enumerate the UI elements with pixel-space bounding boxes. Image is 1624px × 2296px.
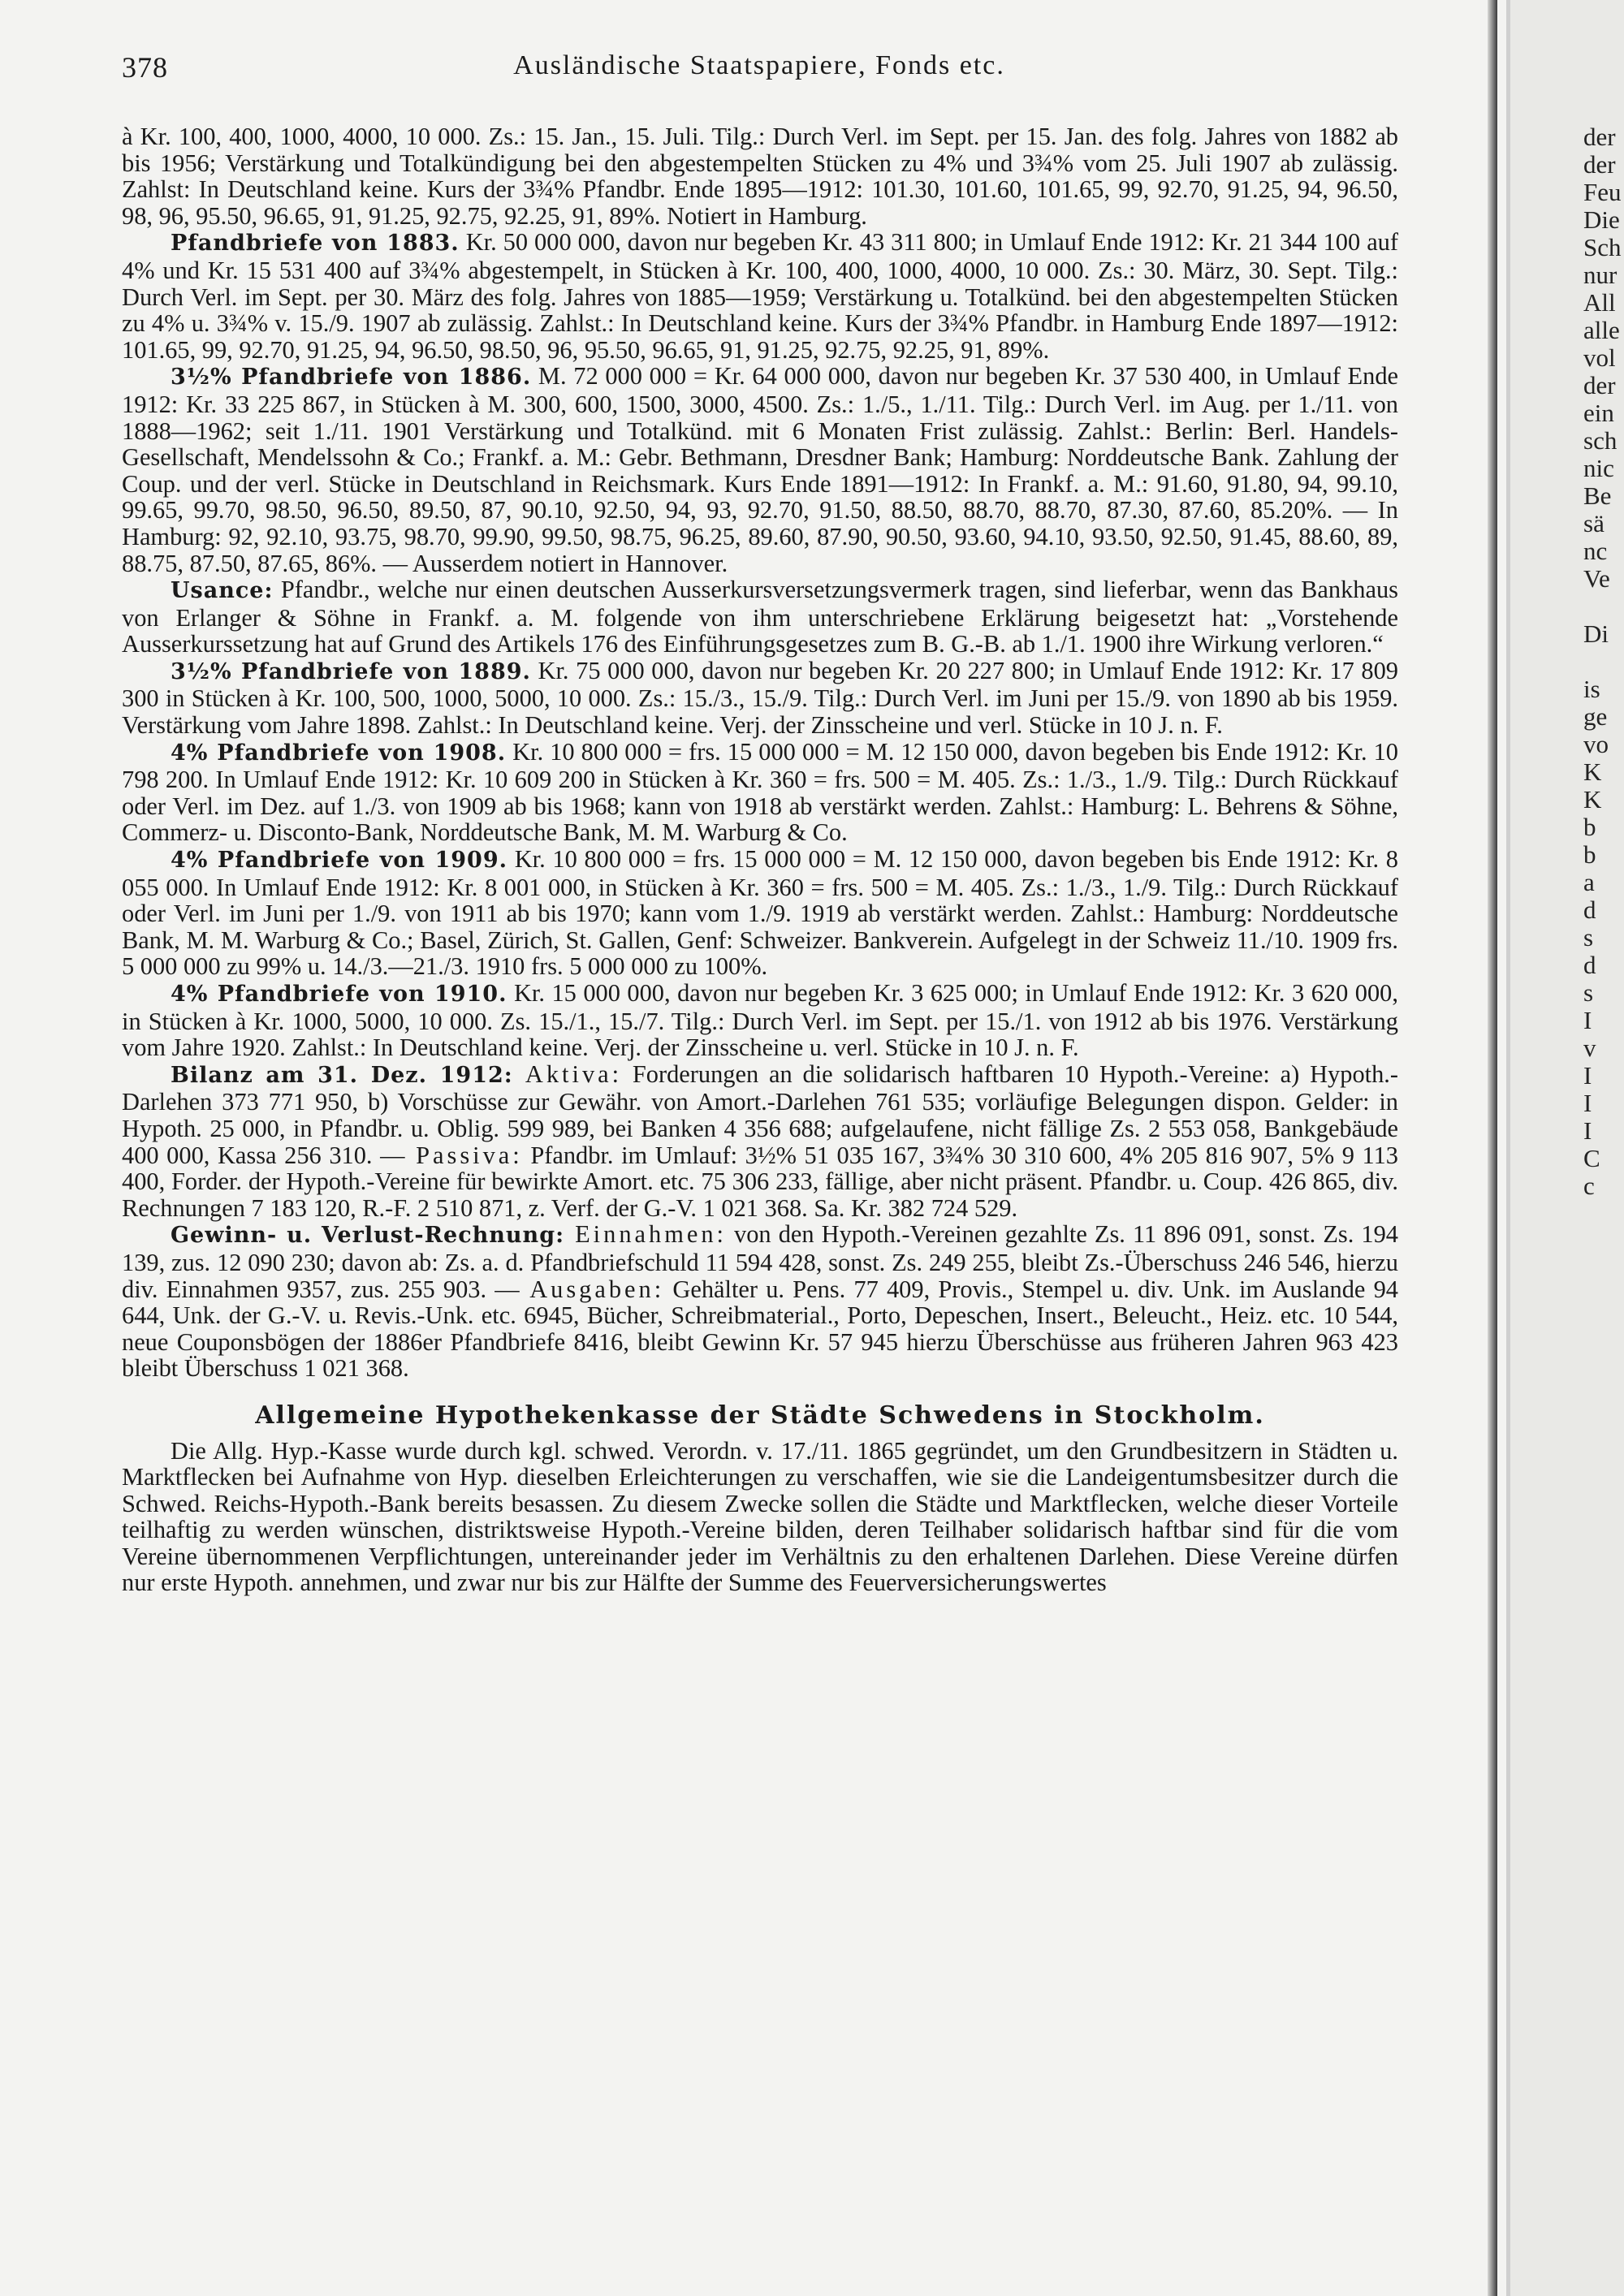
next-page-fragment: All [1583, 288, 1616, 317]
spaced-label: Ausgaben: [519, 1275, 665, 1303]
next-page-fragment: d [1583, 951, 1596, 979]
next-page-fragment: nic [1583, 454, 1614, 482]
entry-heading: Pfandbriefe von 1883. [171, 231, 460, 257]
paragraph-text: Kr. 75 000 000, davon nur begeben Kr. 20 227 800; in Umlauf Ende 1912: Kr. 17 809 300 in Stücken à Kr. 100, 500, 1000, 5000, 10 000. Zs.: 15./3., 15./9. Tilg.: Durch Verl. im Juni per 15./9. von 1890 ab bis 1959. Verstärkung vom Jahre 1898. Zahlst.: In Deutschland keine. Verj. der Zinsscheine und verl. Stücke in 10 J. n. F. [122, 656, 1398, 740]
next-page-fragment: b [1583, 813, 1596, 841]
entry-heading: 3½% Pfandbriefe von 1886. [171, 365, 532, 391]
paragraph [122, 739, 1398, 846]
paragraph-text: Kr. 10 800 000 = frs. 15 000 000 = M. 12 150 000, davon begeben bis Ende 1912: Kr. 10 798 200. In Umlauf Ende 1912: Kr. 10 609 200 in Stücken à Kr. 360 = frs. 500 = M. 405. Zs.: 1./3., 1./9. Tilg.: Durch Rückkauf oder Verl. im Dez. auf 1./3. von 1909 ab bis 1968; kann von 1918 ab verstärkt werden. Zahlst.: Hamburg: L. Behrens & Söhne, Commerz- u. Disconto-Bank, Norddeutsche Bank, M. M. Warburg & Co. [122, 737, 1398, 847]
paragraph-text: M. 72 000 000 = Kr. 64 000 000, davon nur begeben Kr. 37 530 400, in Umlauf Ende 1912: Kr. 33 225 867, in Stücken à M. 300, 600, 1500, 3000, 4500. Zs.: 1./5., 1./11. Tilg.: Durch Verl. im Aug. per 1./11. von 1888—1962; seit 1./11. 1901 Verstärkung und Totalkünd. mit 6 Monaten Frist zulässig. Zahlst.: Berlin: Berl. Handels-Gesellschaft, Mendelssohn & Co.; Frankf. a. M.: Gebr. Bethmann, Dresdner Bank; Hamburg: Norddeutsche Bank. Zahlung der Coup. und der verl. Stücke in Deutschland in Reichsmark. Kurs Ende 1891—1912: In Frankf. a. M.: 91.60, 91.80, 94, 99.10, 99.65, 99.70, 98.50, 96.50, 89.50, 87, 90.10, 92.50, 94, 93, 92.70, 91.50, 88.50, 88.70, 88.70, 87.30, 87.60, 85.20%. — In Hamburg: 92, 92.10, 93.75, 98.70, 99.90, 99.50, 98.75, 96.25, 89.60, 87.90, 90.50, 93.60, 94.10, 93.50, 92.50, 91.45, 88.60, 89, 88.75, 87.50, 87.65, 86%. — Ausserdem notiert in Hannover. [122, 362, 1399, 577]
next-page-fragment: C [1583, 1144, 1600, 1172]
paragraph-text: Kr. 50 000 000, davon nur begeben Kr. 43 311 800; in Umlauf Ende 1912: Kr. 21 344 100 auf 4% und Kr. 15 531 400 auf 3¾% abgestempelt, in Stücken à Kr. 100, 400, 1000, 4000, 10 000. Zs.: 30. März, 30. Sept. Tilg.: Durch Verl. im Sept. per 30. März des folg. Jahres von 1885—1959; Verstärkung u. Totalkünd. bei den abgestempelten Stücken zu 4% u. 3¾% v. 15./9. 1907 ab zulässig. Zahlst.: In Deutschland keine. Kurs der 3¾% Pfandbr. in Hamburg Ende 1897—1912: 101.65, 99, 92.70, 91.25, 94, 96.50, 98.50, 96, 95.50, 96.65, 91, 91.25, 92.75, 92.25, 91, 89%. [122, 228, 1398, 364]
next-page-fragment: I [1583, 1061, 1592, 1090]
paragraph-text: à Kr. 100, 400, 1000, 4000, 10 000. Zs.: 15. Jan., 15. Juli. Tilg.: Durch Verl. im Sept. per 15. Jan. des folg. Jahres von 1882 ab bis 1956; Verstärkung und Totalkündigung bei den abgestempelten Stücken zu 4% und 3¾% vom 25. Juli 1907 ab zulässig. Zahlst: In Deutschland keine. Kurs der 3¾% Pfandbr. Ende 1895—1912: 101.30, 101.60, 101.65, 99, 92.70, 91.25, 94, 96.50, 98, 96, 95.50, 96.65, 91, 91.25, 92.75, 92.25, 91, 89%. Notiert in Hamburg. [122, 123, 1398, 230]
next-page-fragment: s [1583, 923, 1594, 952]
next-page-fragment: c [1583, 1172, 1595, 1200]
paragraph [122, 123, 1398, 229]
section-title: Allgemeine Hypothekenkasse der Städte Schwedens in Stockholm. [255, 1400, 1265, 1430]
next-page-fragment: K [1583, 757, 1602, 786]
next-page-fragment: sä [1583, 509, 1605, 537]
next-page-fragment: Be [1583, 481, 1612, 510]
next-page-fragment: v [1583, 1034, 1596, 1062]
next-page-fragment: nur [1583, 261, 1618, 289]
next-page-fragment: der [1583, 123, 1616, 151]
next-page-fragment: alle [1583, 316, 1620, 344]
next-page-fragment: K [1583, 785, 1602, 814]
entry-heading: 4% Pfandbriefe von 1908. [171, 740, 507, 766]
next-page-fragment: d [1583, 896, 1596, 924]
paragraph [122, 1221, 1398, 1382]
entry-heading: Bilanz am 31. Dez. 1912: [171, 1062, 513, 1088]
next-page-fragment: Feu [1583, 178, 1622, 206]
paragraph-text: Pfandbr., welche nur einen deutschen Ausserkursversetzungsvermerk tragen, sind lieferbar, wenn das Bankhaus von Erlanger & Söhne in Frankf. a. M. folgende von ihm unterschriebene Erklärung beigesetzt hat: „Vorstehende Ausserkurssetzung hat auf Grund des Artikels 176 des Einführungsgesetzes zum B. G.-B. ab 1./1. 1900 ihre Wirkung verloren.“ [122, 576, 1398, 658]
paragraph-text: von den Hypoth.-Vereinen gezahlte Zs. 11 896 091, sonst. Zs. 194 139, zus. 12 090 230; davon ab: Zs. a. d. Pfandbriefschuld 11 594 428, sonst. Zs. 249 255, bleibt Zs.-Überschuss 246 546, hierzu div. Einnahmen 9357, zus. 255 903. — [122, 1220, 1398, 1303]
next-page-fragment: vo [1583, 730, 1609, 758]
next-page-fragment: Sch [1583, 233, 1622, 261]
running-title: Ausländische Staatspapiere, Fonds etc. [513, 50, 1005, 80]
page-number: 378 [122, 51, 168, 84]
entry-heading: 3½% Pfandbriefe von 1889. [171, 658, 531, 684]
next-page-fragment: a [1583, 868, 1595, 896]
next-page-fragment: I [1583, 1116, 1592, 1145]
paragraph-text: Gehälter u. Pens. 77 409, Provis., Stempel u. div. Unk. im Auslande 94 644, Unk. der G.-V. u. Revis.-Unk. etc. 6945, Bücher, Schreibmaterial., Porto, Depeschen, Insert., Beleucht., Heiz. etc. 10 544, neue Couponsbögen der 1886er Pfandbriefe 8416, bleibt Gewinn Kr. 57 945 hierzu Überschüsse aus früheren Jahren 963 423 bleibt Überschuss 1 021 368. [122, 1275, 1398, 1383]
next-page-fragment: Die [1583, 205, 1620, 234]
spaced-label: Aktiva: [512, 1060, 623, 1088]
next-page-fragment: vol [1583, 343, 1616, 372]
paragraph-text: Kr. 15 000 000, davon nur begeben Kr. 3 625 000; in Umlauf Ende 1912: Kr. 3 620 000, in Stücken à Kr. 1000, 5000, 10 000. Zs. 15./1., 15./7. Tilg.: Durch Verl. im Sept. per 15./1. von 1912 ab bis 1976. Verstärkung vom Jahre 1920. Zahlst.: In Deutschland keine. Verj. der Zinsscheine u. verl. Stücke in 10 J. n. F. [122, 979, 1398, 1062]
spaced-label: Einnahmen: [564, 1220, 727, 1249]
paragraph [122, 576, 1398, 658]
next-page-fragment: sch [1583, 426, 1618, 455]
next-page-fragment: nc [1583, 537, 1608, 565]
next-page-fragment: I [1583, 1089, 1592, 1117]
page-gutter [1488, 0, 1497, 2296]
entry-heading: 4% Pfandbriefe von 1910. [171, 982, 508, 1007]
paragraph-text: Forderungen an die solidarisch haftbaren 10 Hypoth.-Vereine: a) Hypoth.-Darlehen 373 771 950, b) Vorschüsse zur Gewähr. von Amort.-Darlehen 761 535; vorläufige Belegungen dispon. Gelder: in Hypoth. 25 000, in Pfandbr. u. Oblig. 599 989, bei Banken 4 356 688; aufgelaufene, nicht fällige Zs. 2 553 058, Bankgebäude 400 000, Kassa 256 310. — [122, 1060, 1399, 1169]
paragraph [122, 846, 1398, 980]
paragraph [122, 980, 1398, 1061]
paragraph [122, 363, 1398, 576]
next-page-fragment: der [1583, 371, 1616, 399]
next-page-fragment: Ve [1583, 564, 1610, 593]
paragraph [122, 1061, 1398, 1222]
main-text-column [122, 123, 1398, 1596]
next-page-fragment: Di [1583, 619, 1609, 648]
entry-heading: Gewinn- u. Verlust-Rechnung: [171, 1223, 565, 1249]
paragraph-text: Pfandbr. im Umlauf: 3½% 51 035 167, 3¾% 30 310 600, 4% 205 816 907, 5% 9 113 400, Forder. der Hypoth.-Vereine für bewirkte Amort. etc. 75 306 233, fällige, aber nicht präsent. Pfandbr. u. Coup. 426 865, div. Rechnungen 7 183 120, R.-F. 2 510 871, z. Verf. der G.-V. 1 021 368. Sa. Kr. 382 724 529. [122, 1141, 1398, 1222]
running-header [122, 50, 1397, 83]
paragraph-text: Kr. 10 800 000 = frs. 15 000 000 = M. 12 150 000, davon begeben bis Ende 1912: Kr. 8 055 000. In Umlauf Ende 1912: Kr. 8 001 000, in Stücken à Kr. 360 = frs. 500 = M. 405. Zs.: 1./3., 1./9. Tilg.: Durch Rückkauf oder Verl. im Juni per 1./9. von 1911 ab bis 1970; kann vom 1./9. 1919 ab verstärkt werden. Zahlst.: Hamburg: Norddeutsche Bank, M. M. Warburg & Co.; Basel, Zürich, St. Gallen, Genf: Schweizer. Bankverein. Aufgelegt in der Schweiz 11./10. 1909 frs. 5 000 000 zu 99% u. 14./3.—21./3. 1910 frs. 5 000 000 zu 100%. [122, 845, 1398, 981]
paragraph [122, 229, 1398, 363]
next-page-fragment: b [1583, 840, 1596, 869]
next-page-fragment: ein [1583, 399, 1614, 427]
next-page-fragment: is [1583, 675, 1600, 703]
next-page-fragment: s [1583, 978, 1594, 1007]
section-paragraph: Die Allg. Hyp.-Kasse wurde durch kgl. schwed. Verordn. v. 17./11. 1865 gegründet, um den Grundbesitzern in Städten u. Marktflecken bei Aufnahme von Hyp. dieselben Erleichterungen zu verschaffen, wie sie die Landeigentumsbesitzer durch die Schwed. Reichs-Hypoth.-Bank bereits besassen. Zu diesem Zwecke sollen die Städte und Marktflecken, welche dieser Vorteile teilhaftig zu werden wünschen, distriktsweise Hypoth.-Vereine bilden, deren Teilhaber solidarisch haftbar sind für die vom Vereine übernommenen Verpflichtungen, untereinander jeder im Verhältnis zu den erhaltenen Darlehen. Diese Vereine dürfen nur erste Hypoth. annehmen, und zwar nur bis zur Hälfte der Summe des Feuerversicherungswertes [122, 1436, 1398, 1597]
entry-heading: 4% Pfandbriefe von 1909. [171, 848, 508, 874]
next-page-fragment: I [1583, 1006, 1592, 1034]
adjacent-page-edge [1510, 0, 1624, 2296]
paragraph [122, 658, 1398, 739]
next-page-fragment: ge [1583, 702, 1608, 731]
entry-heading: Usance: [171, 578, 274, 604]
spaced-label: Passiva: [404, 1141, 523, 1169]
next-page-fragment: der [1583, 150, 1616, 179]
